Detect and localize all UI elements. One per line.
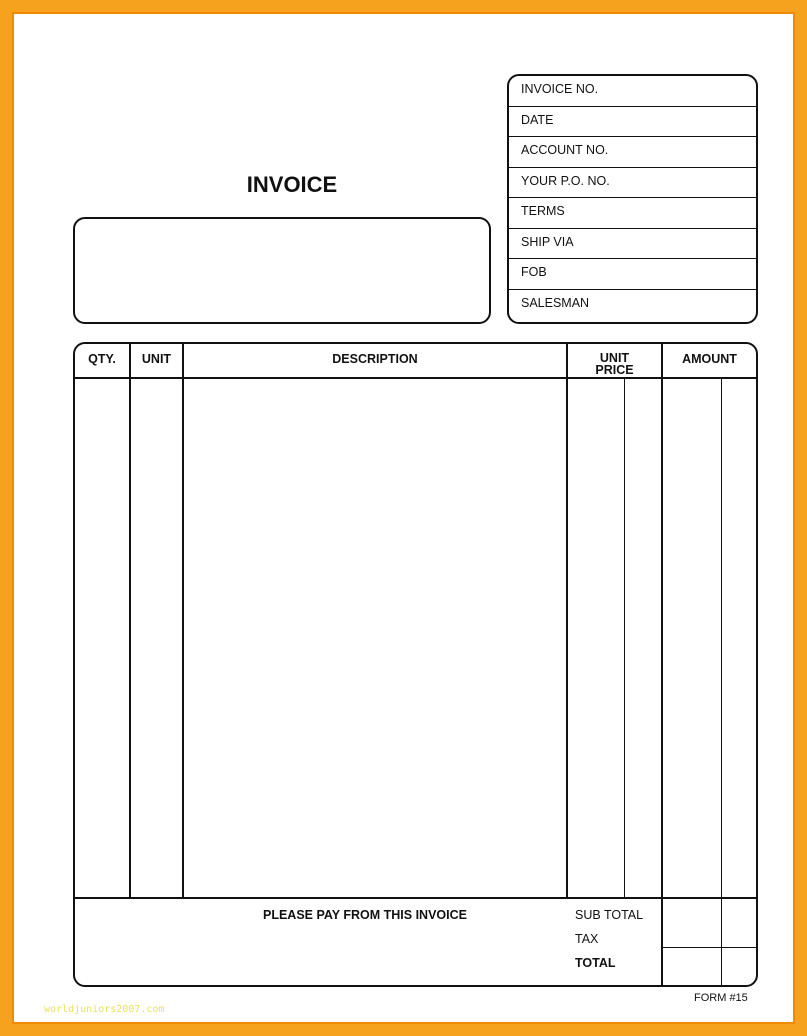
col-header-unit-price-line1: UNIT [599,351,630,365]
info-label: ACCOUNT NO. [521,143,609,157]
col-header-description: DESCRIPTION [332,352,418,366]
address-box[interactable] [73,217,491,324]
amount-cents-divider [721,379,722,985]
info-row-account-no[interactable] [509,137,756,168]
col-header-unit-price-line2: PRICE [595,363,634,377]
info-row-salesman[interactable] [509,290,756,321]
footer-divider [75,897,756,899]
info-label: FOB [521,265,547,279]
col-header-unit: UNIT [141,352,172,366]
info-row-date[interactable] [509,107,756,138]
info-row-ship-via[interactable] [509,229,756,260]
invoice-info-box [507,74,758,324]
invoice-title: INVOICE [246,172,338,197]
col-divider-description [566,344,568,897]
info-row-terms[interactable] [509,198,756,229]
form-number: FORM #15 [694,992,748,1004]
info-label: TERMS [521,204,565,218]
col-header-amount: AMOUNT [682,352,737,366]
col-divider-unit [182,344,184,897]
col-divider-qty [129,344,131,897]
info-label: INVOICE NO. [521,82,599,96]
info-label: SALESMAN [521,295,590,310]
info-label: SHIP VIA [521,234,574,249]
tax-label: TAX [575,932,599,946]
subtotal-label: SUB TOTAL [575,908,644,922]
watermark-text: worldjuniors2007.com [44,1004,165,1015]
info-label: DATE [521,112,554,127]
total-label: TOTAL [575,956,616,970]
info-label: YOUR P.O. NO. [521,173,610,188]
line-items-table [73,342,758,987]
col-header-qty: QTY. [88,352,116,366]
header-divider [75,377,756,379]
col-divider-unit-price [661,344,663,985]
please-pay-note: PLEASE PAY FROM THIS INVOICE [263,908,467,922]
info-row-fob[interactable] [509,259,756,290]
info-row-po-no[interactable] [509,168,756,199]
info-row-invoice-no[interactable] [509,76,756,107]
unit-price-cents-divider [624,379,625,897]
total-divider [663,947,756,948]
